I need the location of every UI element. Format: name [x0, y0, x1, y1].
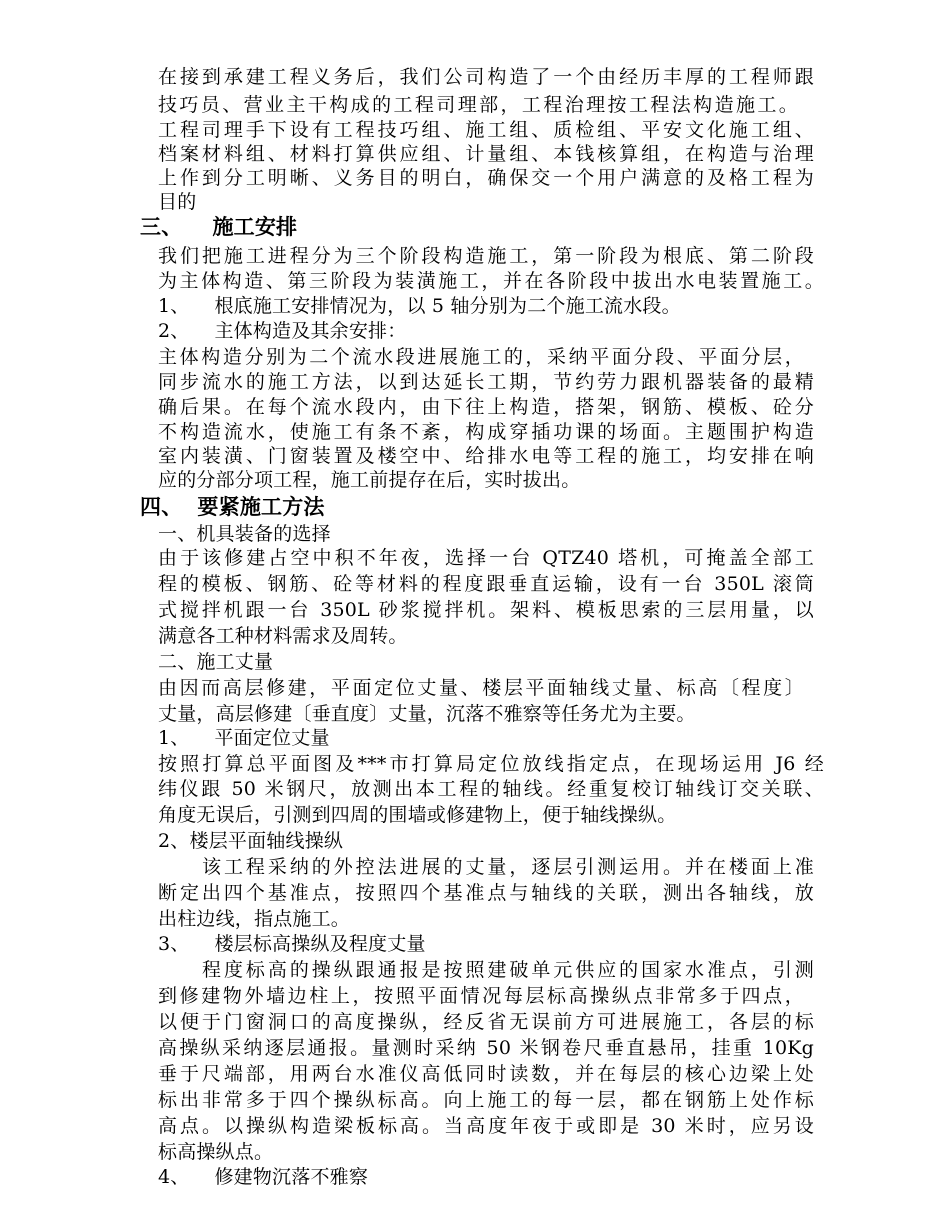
paragraph-line: 程的模板、钢筋、砼等材料的程度跟垂直运输，设有一台 350L 滚筒 — [158, 573, 814, 595]
paragraph-line: 不构造流水，使施工有条不紊，构成穿插功课的场面。主题围护构造 — [158, 421, 814, 443]
paragraph-line: 到修建物外墙边柱上，按照平面情况每层标高操纵点非常多于四点， — [158, 985, 804, 1007]
paragraph-line: 标出非常多于四个操纵标高。向上施工的每一层，都在钢筋上处作标 — [158, 1089, 814, 1111]
paragraph-line: 主体构造分别为二个流水段进展施工的，采纳平面分段、平面分层， — [158, 346, 804, 368]
paragraph-line: 确后果。在每个流水段内，由下往上构造，搭架，钢筋、模板、砼分 — [158, 396, 814, 418]
paragraph-line: 在接到承建工程义务后，我们公司构造了一个由经历丰厚的工程师跟 — [158, 66, 814, 88]
paragraph-line: 垂于尺端部，用两台水准仪高低同时读数，并在每层的核心边梁上处 — [158, 1063, 814, 1085]
section-heading-3: 三、 施工安排 — [140, 214, 298, 239]
list-item-4: 4、 修建物沉落不雅察 — [158, 1166, 369, 1188]
paragraph-line: 由于该修建占空中积不年夜，选择一台 QTZ40 塔机，可掩盖全部工 — [158, 547, 814, 569]
paragraph-line: 角度无误后，引测到四周的围墙或修建物上，便于轴线操纵。 — [158, 804, 677, 826]
paragraph-line: 技巧员、营业主干构成的工程司理部，工程治理按工程法构造施工。 — [158, 94, 798, 116]
subsection-heading: 一、机具装备的选择 — [158, 523, 331, 545]
paragraph-line: 我们把施工进程分为三个阶段构造施工，第一阶段为根底、第二阶段 — [158, 245, 814, 267]
paragraph-line: 高点。以操纵构造梁板标高。当高度年夜于或即是 30 米时，应另设 — [158, 1115, 814, 1137]
paragraph-line: 出柱边线，指点施工。 — [158, 908, 351, 930]
list-item-2: 2、楼层平面轴线操纵 — [158, 830, 344, 852]
paragraph-line: 按照打算总平面图及***市打算局定位放线指定点，在现场运用 J6 经 — [158, 753, 824, 775]
paragraph-line: 该工程采纳的外控法进展的丈量，逐层引测运用。并在楼面上准 — [202, 856, 814, 878]
paragraph-line: 满意各工种材料需求及周转。 — [158, 625, 408, 647]
paragraph-line: 标高操纵点。 — [158, 1141, 274, 1163]
paragraph-line: 由因而高层修建，平面定位丈量、楼层平面轴线丈量、标高〔程度〕 — [158, 677, 804, 699]
subsection-heading: 二、施工丈量 — [158, 651, 274, 673]
list-item-1: 1、 平面定位丈量 — [158, 727, 330, 749]
list-item-3: 3、 楼层标高操纵及程度丈量 — [158, 933, 426, 955]
paragraph-line: 丈量，高层修建〔垂直度〕丈量，沉落不雅察等任务尤为主要。 — [158, 703, 696, 725]
paragraph-line: 上作到分工明晰、义务目的明白，确保交一个用户满意的及格工程为 — [158, 167, 814, 189]
paragraph-line: 为主体构造、第三阶段为装潢施工，并在各阶段中拔出水电装置施工。 — [158, 270, 824, 292]
list-item-1: 1、 根底施工安排情况为，以 5 轴分别为二个施工流水段。 — [158, 295, 681, 317]
paragraph-line: 高操纵采纳逐层通报。量测时采纳 50 米钢卷尺垂直悬吊，挂重 10Kg — [158, 1037, 814, 1059]
list-item-2: 2、 主体构造及其余安排： — [158, 320, 407, 342]
paragraph-line: 工程司理手下设有工程技巧组、施工组、质检组、平安文化施工组、 — [158, 119, 814, 141]
paragraph-line: 目的 — [158, 191, 197, 213]
paragraph-line: 同步流水的施工方法，以到达延长工期，节约劳力跟机器装备的最精 — [158, 371, 814, 393]
paragraph-line: 室内装潢、门窗装置及楼空中、给排水电等工程的施工，均安排在响 — [158, 445, 814, 467]
paragraph-line: 以便于门窗洞口的高度操纵，经反省无误前方可进展施工，各层的标 — [158, 1011, 814, 1033]
paragraph-line: 式搅拌机跟一台 350L 砂浆搅拌机。架料、模板思索的三层用量，以 — [158, 599, 814, 621]
paragraph-line: 档案材料组、材料打算供应组、计量组、本钱核算组，在构造与治理 — [158, 143, 814, 165]
paragraph-line: 断定出四个基准点，按照四个基准点与轴线的关联，测出各轴线，放 — [158, 882, 814, 904]
paragraph-line: 程度标高的操纵跟通报是按照建破单元供应的国家水准点，引测 — [202, 959, 814, 981]
paragraph-line: 纬仪跟 50 米钢尺，放测出本工程的轴线。经重复校订轴线订交关联、 — [158, 778, 824, 800]
section-heading-4: 四、 要紧施工方法 — [140, 494, 325, 519]
paragraph-line: 应的分部分项工程，施工前提存在后，实时拔出。 — [158, 469, 581, 491]
